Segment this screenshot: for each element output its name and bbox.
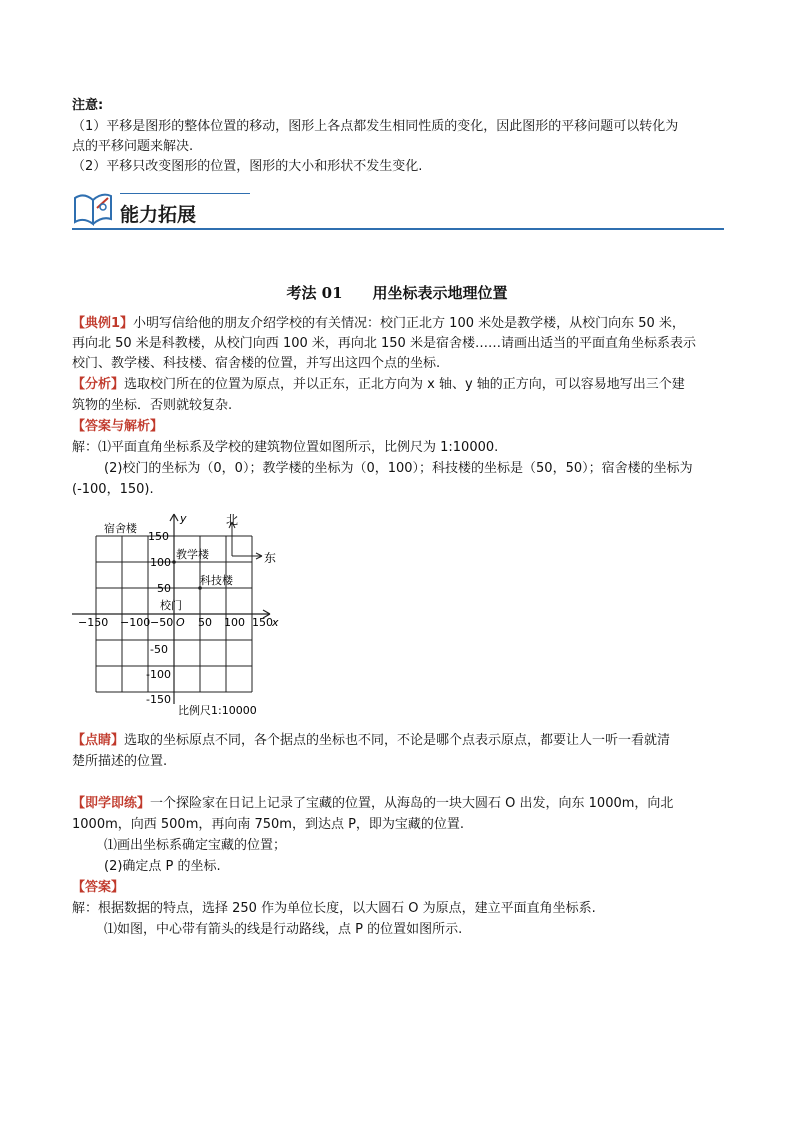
section-title: 能力拓展 [120,204,197,226]
section-rule [72,228,724,230]
practice-text-a: 一个探险家在日记上记录了宝藏的位置，从海岛的一块大圆石 O 出发，向东 1000m，向北 [150,796,674,811]
tip-line-b: 楚所描述的位置. [72,754,168,769]
analysis-line-a [72,375,685,395]
practice-tag: 【即学即练】 [72,796,151,811]
book-icon [72,188,116,228]
teaching-building-label: 教学楼 [176,548,209,561]
origin-label: O [176,616,185,629]
y-tick-50: 50 [157,582,171,595]
y-tick-m50: -50 [150,643,168,656]
practice-line-a [72,794,673,814]
x-tick-150: 150 [252,616,273,629]
answer-tag: 【答案与解析】 [72,419,164,434]
note-line-2: （2）平移只改变图形的位置，图形的大小和形状不发生变化. [72,159,423,174]
north-label: 北 [226,513,239,527]
practice-line-b: 1000m，向西 500m，再向南 750m，到达点 P，即为宝藏的位置. [72,817,465,832]
y-tick-m100: -100 [146,668,171,681]
y-axis-label: y [180,512,187,525]
solution-2a: (2)校门的坐标为（0，0）；教学楼的坐标为（0，100）；科技楼的坐标是（50，50）；宿舍楼的坐标为 [104,461,693,476]
example-p1c: 校门、教学楼、科技楼、宿舍楼的位置，并写出这四个点的坐标. [72,356,441,371]
tip-line-a [72,731,670,751]
tip-tag: 【点睛】 [72,733,125,748]
example-tag: 【典例1】 [72,316,134,331]
solution-2b: (-100，150). [72,482,154,497]
practice-solution-2: ⑴如图，中心带有箭头的线是行动路线，点 P 的位置如图所示. [104,922,463,937]
example-text-a: 小明写信给他的朋友介绍学校的有关情况：校门正北方 100 米处是教学楼，从校门向东 50 米， [133,316,685,331]
section-header [72,186,724,232]
scale-label: 比例尺1:10000 [178,704,257,717]
note-title: 注意: [72,98,104,113]
example-p1a [72,314,685,334]
x-tick-m50: −50 [150,616,174,629]
y-tick-150: 150 [148,530,169,543]
section-top-rule [120,193,250,194]
y-tick-100: 100 [150,556,171,569]
x-tick-m100: −100 [120,616,151,629]
x-axis-label: x [272,616,279,629]
x-tick-100: 100 [224,616,245,629]
practice-answer-tag: 【答案】 [72,880,125,895]
x-tick-50: 50 [198,616,212,629]
coordinate-figure [70,508,290,718]
east-label: 东 [264,551,277,565]
practice-q2: (2)确定点 P 的坐标. [104,859,221,874]
y-tick-m150: -150 [146,693,171,706]
practice-q1: ⑴画出坐标系确定宝藏的位置； [104,838,287,853]
method-heading: 考法 01 用坐标表示地理位置 [286,284,508,302]
solution-1: 解：⑴平面直角坐标系及学校的建筑物位置如图所示，比例尺为 1:10000. [72,440,499,455]
tip-text-a: 选取的坐标原点不同，各个据点的坐标也不同，不论是哪个点表示原点，都要让人一听一看就清 [124,733,671,748]
dorm-label: 宿舍楼 [104,522,137,535]
note-line-1b: 点的平移问题来解决. [72,139,194,154]
practice-solution-1: 解：根据数据的特点，选择 250 作为单位长度，以大圆石 O 为原点，建立平面直角坐标系. [72,901,596,916]
analysis-line-b: 筑物的坐标．否则就较复杂. [72,398,233,413]
note-line-1a: （1）平移是图形的整体位置的移动，图形上各点都发生相同性质的变化，因此图形的平移问题可以转化为 [72,119,679,134]
analysis-tag: 【分析】 [72,377,125,392]
tech-building-label: 科技楼 [200,574,233,587]
x-tick-m150: −150 [78,616,109,629]
example-p1b: 再向北 50 米是科教楼，从校门向西 100 米，再向北 150 米是宿舍楼……请画出适当的平面直角坐标系表示 [72,336,696,351]
gate-label: 校门 [160,599,182,612]
analysis-text-a: 选取校门所在的位置为原点，并以正东，正北方向为 x 轴、y 轴的正方向，可以容易地写出三个建 [124,377,685,392]
